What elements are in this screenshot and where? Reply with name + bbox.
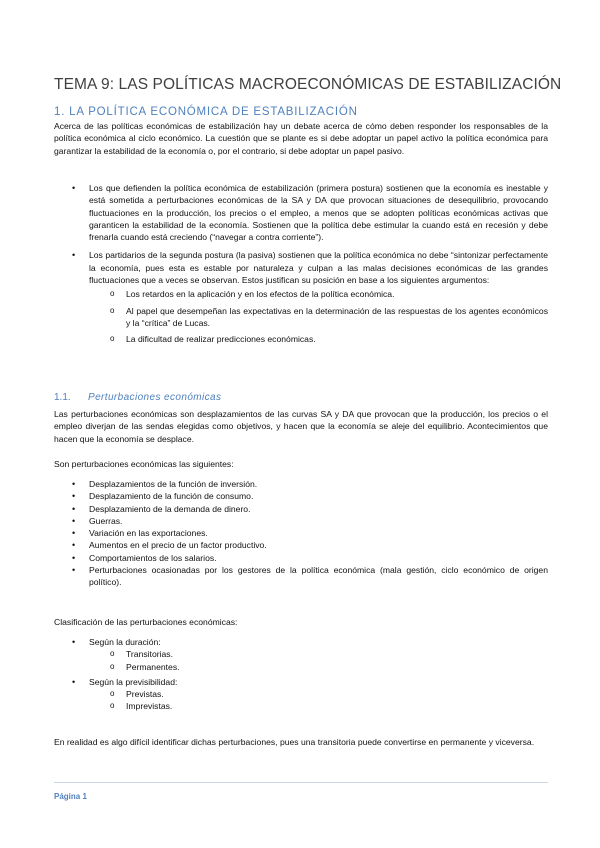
list-item: • Variación en las exportaciones.: [72, 528, 208, 539]
bullet-icon: •: [72, 250, 76, 261]
bullet-icon: •: [72, 515, 76, 526]
classification-intro: Clasificación de las perturbaciones económicas:: [54, 617, 238, 627]
list-item: • Los que defienden la política económica de estabilización (primera postura) sostienen que la economía es inestable y está sometida a perturbaciones económicas de la SA y DA que provocan situaciones de desequilibrio, provocando fluctuaciones en la producción, los precios o el empleo, a menos que se adopten políticas económicas activas que garanticen la estabilidad de la economía. Sostienen que la política debe estimular la cuando está en recesión y debe frenarla cuando está creciendo (“navegar a contra corriente”).: [72, 183, 548, 243]
list-item: o Los retardos en la aplicación y en los efectos de la política económica.: [110, 289, 395, 300]
arguments-list: [54, 288, 548, 345]
bullet-icon: •: [72, 676, 76, 687]
list-item: • Según la duración: o Transitorias. o Permanentes.: [54, 636, 548, 673]
list-item: • Comportamientos de los salarios.: [72, 552, 217, 563]
circle-bullet-icon: o: [110, 689, 115, 699]
circle-bullet-icon: o: [110, 649, 115, 659]
subsection-heading: [54, 392, 221, 403]
list-item: • Guerras.: [72, 515, 123, 526]
list-item: o La dificultad de realizar predicciones económicas.: [110, 334, 316, 345]
list-item: • Según la previsibilidad: o Previstas. o Imprevistas.: [54, 676, 548, 713]
list-item: • Perturbaciones ocasionadas por los gestores de la política económica (mala gestión, ciclo económico de origen político).: [72, 565, 548, 588]
definition-paragraph: Las perturbaciones económicas son desplazamientos de las curvas SA y DA que provocan que la producción, los precios o el empleo diverjan de las sendas elegidas como objetivos, y hacen que la economía se aleje del equilibrio. Acontecimientos que hacen que la economía se desplace.: [54, 409, 548, 444]
list-item: o Imprevistas.: [110, 701, 173, 712]
list-item: • Desplazamiento de la demanda de dinero.: [72, 503, 251, 514]
footer-divider: [54, 782, 548, 783]
classification-list: [54, 636, 548, 713]
document-title: TEMA 9: LAS POLÍTICAS MACROECONÓMICAS DE ESTABILIZACIÓN: [54, 76, 562, 93]
list-item: o Transitorias.: [110, 649, 173, 660]
bullet-icon: •: [72, 540, 76, 551]
list-item: • Desplazamiento de la función de consumo.: [72, 491, 254, 502]
bullet-icon: •: [72, 565, 76, 576]
circle-bullet-icon: o: [110, 305, 115, 315]
bullet-icon: •: [72, 491, 76, 502]
bullet-icon: •: [72, 503, 76, 514]
bullet-icon: •: [72, 552, 76, 563]
predictability-list: [54, 688, 548, 713]
list-item: o Al papel que desempeñan las expectativas en la determinación de las respuestas de los agentes económicos y la “crítica” de Lucas.: [110, 305, 548, 328]
postures-list: [54, 182, 548, 346]
list-intro: Son perturbaciones económicas las siguientes:: [54, 459, 234, 469]
closing-paragraph: En realidad es algo difícil identificar dichas perturbaciones, pues una transitoria puede convertirse en permanente y viceversa.: [54, 737, 535, 747]
circle-bullet-icon: o: [110, 334, 115, 344]
list-item: • Desplazamientos de la función de inversión.: [72, 479, 258, 489]
duration-list: [54, 648, 548, 673]
list-item: o Permanentes.: [110, 661, 180, 672]
bullet-icon: •: [72, 637, 76, 647]
intro-paragraph: Acerca de las políticas económicas de estabilización hay un debate acerca de cómo deben responder los responsables de la política económica al ciclo económico. La cuestión que se plante es si debe adoptar un papel activo la política económica para garantizar la estabilidad de la economía o, por el contrario, si debe adoptar un papel pasivo.: [54, 121, 548, 156]
circle-bullet-icon: o: [110, 701, 115, 711]
subsection-number: 1.1.: [54, 392, 71, 403]
section-heading: 1. LA POLÍTICA ECONÓMICA DE ESTABILIZACIÓN: [54, 106, 358, 118]
circle-bullet-icon: o: [110, 661, 115, 671]
page-number: Página 1: [54, 792, 87, 801]
perturbations-list: [54, 478, 548, 589]
bullet-icon: •: [72, 528, 76, 539]
list-item: • Los partidarios de la segunda postura (la pasiva) sostienen que la política económica no debe “sintonizar perfectamente la economía, pues esta es estable por naturaleza y culpan a las malas decisiones económicas de las grandes fluctuaciones que a veces se observan. Estos justifican su posición en base a los siguientes argumentos: o Los retardos en la aplicación y en los efectos de la política económica. o Al papel que desempeñan las expectativas en la determinación de las respuestas de los agentes económicos y la “crítica” de Lucas. o La dificultad de realizar predicciones económicas.: [54, 249, 548, 345]
list-item: • Aumentos en el precio de un factor productivo.: [72, 540, 267, 551]
subsection-label: Perturbaciones económicas: [88, 392, 222, 403]
list-item: o Previstas.: [110, 689, 164, 700]
bullet-icon: •: [72, 183, 76, 193]
circle-bullet-icon: o: [110, 289, 115, 299]
bullet-icon: •: [72, 479, 76, 489]
